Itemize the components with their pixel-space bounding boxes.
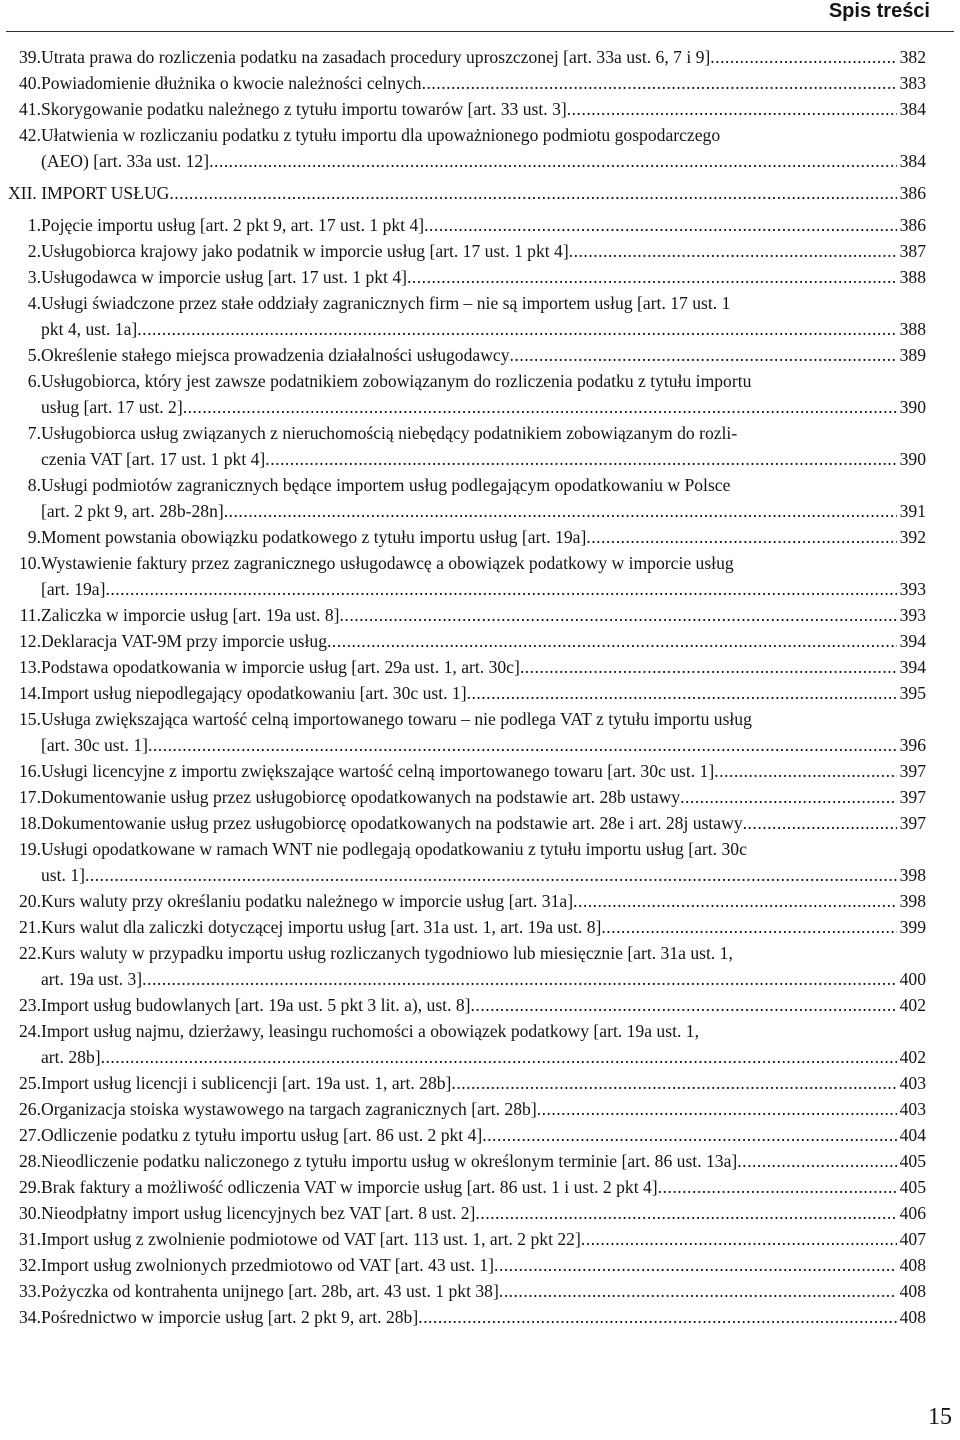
dot-leader xyxy=(327,628,897,654)
toc-entry-page: 397 xyxy=(899,787,926,807)
toc-entry-last-line xyxy=(41,1252,926,1278)
dot-leader xyxy=(407,264,897,290)
toc-entry-page: 386 xyxy=(899,215,926,235)
toc-entry-page: 402 xyxy=(899,1047,926,1067)
toc-entry-last-line xyxy=(41,238,926,264)
dot-leader xyxy=(418,1304,896,1330)
toc-entry-number: 12. xyxy=(19,631,41,651)
toc-entry-page: 406 xyxy=(899,1203,926,1223)
toc-entry-text-line: Usługi świadczone przez stałe oddziały zagranicznych firm – nie są importem usług [art. 17 ust. 1 xyxy=(41,293,731,313)
toc-entry-last-line xyxy=(41,446,926,472)
toc-entry-page: 392 xyxy=(899,527,926,547)
toc-entry-last-line xyxy=(41,888,926,914)
toc-entry xyxy=(0,914,960,940)
dot-leader xyxy=(451,1070,896,1096)
toc-entry xyxy=(0,290,960,342)
toc-entry xyxy=(0,368,960,420)
toc-entry-last-line xyxy=(41,914,926,940)
toc-entry-page: 408 xyxy=(899,1281,926,1301)
toc-entry-page: 393 xyxy=(899,605,926,625)
toc-entry-number: 30. xyxy=(19,1203,41,1223)
toc-entry-title: Dokumentowanie usług przez usługobiorcę opodatkowanych na podstawie art. 28e i art. 28j ustawy xyxy=(41,813,743,833)
toc-entry-last-line xyxy=(41,316,926,342)
toc-entry-last-line xyxy=(41,992,926,1018)
toc-entry xyxy=(0,1252,960,1278)
toc-entry-page: 388 xyxy=(899,319,926,339)
toc-entry-page: 400 xyxy=(899,969,926,989)
toc-entry-last-line xyxy=(41,810,926,836)
dot-leader xyxy=(567,96,897,122)
dot-leader xyxy=(569,238,897,264)
dot-leader xyxy=(737,1148,896,1174)
toc-entry xyxy=(0,1174,960,1200)
toc-entry-last-line xyxy=(41,1096,926,1122)
page-header xyxy=(0,0,960,34)
toc-entry-last-line xyxy=(41,1278,926,1304)
toc-entry-number: 29. xyxy=(19,1177,41,1197)
toc-entry-page: 404 xyxy=(899,1125,926,1145)
toc-entry-page: 390 xyxy=(899,449,926,469)
toc-entry-page: 408 xyxy=(899,1307,926,1327)
toc-entry-number: 10. xyxy=(19,553,41,573)
toc-entry-title: usług [art. 17 ust. 2] xyxy=(41,397,183,417)
dot-leader xyxy=(581,1226,897,1252)
toc-entry-text-line: Usługobiorca, który jest zawsze podatnikiem zobowiązanym do rozliczenia podatku z tytułu importu xyxy=(41,371,752,391)
toc-entry-title: Utrata prawa do rozliczenia podatku na zasadach procedury uproszczonej [art. 33a ust. 6, 7 i 9] xyxy=(41,47,711,67)
dot-leader xyxy=(85,862,897,888)
toc-entry-title: (AEO) [art. 33a ust. 12] xyxy=(41,151,210,171)
toc-entry-title: Pośrednictwo w imporcie usług [art. 2 pkt 9, art. 28b] xyxy=(41,1307,419,1327)
toc-entry-number: 15. xyxy=(19,709,41,729)
toc-entry-last-line xyxy=(41,758,926,784)
toc-entry-title: Określenie stałego miejsca prowadzenia działalności usługodawcy xyxy=(41,345,510,365)
toc-entry-number: 40. xyxy=(19,73,41,93)
toc-entry-text-line: Usługi opodatkowane w ramach WNT nie podlegają opodatkowaniu z tytułu importu usług [art. 30c xyxy=(41,839,747,859)
chapter-title: XII. IMPORT USŁUG xyxy=(8,183,170,203)
toc-entry xyxy=(0,654,960,680)
toc-entry-number: 9. xyxy=(27,527,41,547)
toc-entry-number: 42. xyxy=(19,125,41,145)
toc-entry-number: 5. xyxy=(27,345,41,365)
toc-entry-number: 17. xyxy=(19,787,41,807)
toc-entry-page: 383 xyxy=(899,73,926,93)
toc-entry-title: czenia VAT [art. 17 ust. 1 pkt 4] xyxy=(41,449,266,469)
toc-entry xyxy=(0,602,960,628)
toc-entry-last-line xyxy=(41,498,926,524)
toc-entry-number: 27. xyxy=(19,1125,41,1145)
dot-leader xyxy=(471,992,897,1018)
dot-leader xyxy=(601,914,896,940)
dot-leader xyxy=(467,680,897,706)
toc-entry-title: Odliczenie podatku z tytułu importu usług [art. 86 ust. 2 pkt 4] xyxy=(41,1125,483,1145)
toc-entry-text-line: Ułatwienia w rozliczaniu podatku z tytułu importu dla upoważnionego podmiotu gospodarczego xyxy=(41,125,721,145)
toc-entry-last-line xyxy=(41,1122,926,1148)
toc-entry-number: 41. xyxy=(19,99,41,119)
toc-entry-page: 402 xyxy=(899,995,926,1015)
dot-leader xyxy=(510,342,897,368)
toc-entry-title: Kurs walut dla zaliczki dotyczącej importu usług [art. 31a ust. 1, art. 19a ust. 8] xyxy=(41,917,602,937)
toc-entry-last-line xyxy=(41,524,926,550)
toc-entry xyxy=(0,212,960,238)
toc-entry-number: 31. xyxy=(19,1229,41,1249)
dot-leader xyxy=(494,1252,897,1278)
toc-entry-number: 4. xyxy=(27,293,41,313)
dot-leader xyxy=(169,180,896,206)
toc-entry-number: 32. xyxy=(19,1255,41,1275)
toc-entry-page: 384 xyxy=(899,99,926,119)
toc-entry-title: Import usług zwolnionych przedmiotowo od VAT [art. 43 ust. 1] xyxy=(41,1255,494,1275)
dot-leader xyxy=(482,1122,896,1148)
toc-entry xyxy=(0,680,960,706)
toc-entry-text-line: Wystawienie faktury przez zagranicznego usługodawcę a obowiązek podatkowy w imporcie usług xyxy=(41,553,734,573)
toc-entry-title: Pożyczka od kontrahenta unijnego [art. 28b, art. 43 ust. 1 pkt 38] xyxy=(41,1281,499,1301)
toc-entry-last-line xyxy=(41,96,926,122)
toc-entry-page: 386 xyxy=(899,183,926,203)
dot-leader xyxy=(183,394,897,420)
toc-entry-last-line xyxy=(41,1070,926,1096)
toc-entry-title: Import usług budowlanych [art. 19a ust. 5 pkt 3 lit. a), ust. 8] xyxy=(41,995,471,1015)
dot-leader xyxy=(658,1174,897,1200)
dot-leader xyxy=(424,212,897,238)
toc-entry-title: Import usług niepodlegający opodatkowaniu [art. 30c ust. 1] xyxy=(41,683,467,703)
toc-entry-title: Import usług z zwolnienie podmiotowe od VAT [art. 113 ust. 1, art. 2 pkt 22] xyxy=(41,1229,581,1249)
toc-entry-number: 18. xyxy=(19,813,41,833)
toc-entry xyxy=(0,888,960,914)
toc-entry-title: pkt 4, ust. 1a] xyxy=(41,319,138,339)
toc-entry xyxy=(0,122,960,174)
dot-leader xyxy=(710,44,896,70)
toc-entry-last-line xyxy=(41,148,926,174)
toc-entry-number: 28. xyxy=(19,1151,41,1171)
toc-entry xyxy=(0,1018,960,1070)
toc-entry-page: 390 xyxy=(899,397,926,417)
toc-entry-title: Usługodawca w imporcie usług [art. 17 ust. 1 pkt 4] xyxy=(41,267,407,287)
toc-entry-number: 22. xyxy=(19,943,41,963)
dot-leader xyxy=(101,1044,897,1070)
dot-leader xyxy=(499,1278,897,1304)
toc-entry xyxy=(0,70,960,96)
dot-leader xyxy=(142,966,896,992)
toc-entry-title: Usługi licencyjne z importu zwiększające wartość celną importowanego towaru [art. 30c ust. 1] xyxy=(41,761,715,781)
dot-leader xyxy=(340,602,897,628)
toc-entry-text-line: Usługobiorca usług związanych z nieruchomością niebędący podatnikiem zobowiązanym do rozli- xyxy=(41,423,738,443)
toc-entry xyxy=(0,1226,960,1252)
toc-entry-last-line xyxy=(8,180,926,206)
toc-entry-title: Usługobiorca krajowy jako podatnik w imporcie usług [art. 17 ust. 1 pkt 4] xyxy=(41,241,569,261)
toc-entry xyxy=(0,1278,960,1304)
toc-entry-title: Pojęcie importu usług [art. 2 pkt 9, art. 17 ust. 1 pkt 4] xyxy=(41,215,425,235)
toc-entry-number: 8. xyxy=(27,475,41,495)
toc-entry-number: 7. xyxy=(27,423,41,443)
toc-entry-number: 25. xyxy=(19,1073,41,1093)
toc-entry-page: 394 xyxy=(899,657,926,677)
toc-entry-number: 13. xyxy=(19,657,41,677)
toc-entry xyxy=(0,44,960,70)
toc-entry-page: 405 xyxy=(899,1151,926,1171)
dot-leader xyxy=(148,732,897,758)
toc-entry-page: 398 xyxy=(899,865,926,885)
toc-entry xyxy=(0,992,960,1018)
table-of-contents xyxy=(0,44,960,1330)
toc-entry-title: [art. 19a] xyxy=(41,579,106,599)
toc-entry xyxy=(0,1096,960,1122)
toc-entry-title: Deklaracja VAT-9M przy imporcie usług xyxy=(41,631,327,651)
toc-entry-last-line xyxy=(41,784,926,810)
dot-leader xyxy=(714,758,896,784)
dot-leader xyxy=(224,498,897,524)
toc-entry-title: Import usług licencji i sublicencji [art. 19a ust. 1, art. 28b] xyxy=(41,1073,452,1093)
toc-entry-last-line xyxy=(41,44,926,70)
toc-entry xyxy=(0,1200,960,1226)
toc-entry-last-line xyxy=(41,1226,926,1252)
dot-leader xyxy=(520,654,897,680)
dot-leader xyxy=(209,148,897,174)
dot-leader xyxy=(680,784,897,810)
toc-entry-title: Organizacja stoiska wystawowego na targach zagranicznych [art. 28b] xyxy=(41,1099,537,1119)
running-header-title: Spis treści xyxy=(828,0,930,22)
toc-entry xyxy=(0,940,960,992)
toc-entry-last-line xyxy=(41,1304,926,1330)
toc-entry xyxy=(0,264,960,290)
toc-entry xyxy=(0,238,960,264)
dot-leader xyxy=(137,316,896,342)
header-rule xyxy=(6,31,954,32)
toc-entry-text-line: Import usług najmu, dzierżawy, leasingu ruchomości a obowiązek podatkowy [art. 19a ust. 1, xyxy=(41,1021,699,1041)
toc-entry-last-line xyxy=(41,394,926,420)
dot-leader xyxy=(743,810,897,836)
dot-leader xyxy=(573,888,897,914)
toc-entry-title: Nieodpłatny import usług licencyjnych bez VAT [art. 8 ust. 2] xyxy=(41,1203,476,1223)
toc-entry-page: 395 xyxy=(899,683,926,703)
toc-entry-title: [art. 2 pkt 9, art. 28b-28n] xyxy=(41,501,224,521)
toc-entry-last-line xyxy=(41,1148,926,1174)
page-number: 15 xyxy=(928,1404,952,1430)
toc-entry-page: 394 xyxy=(899,631,926,651)
toc-entry-page: 403 xyxy=(899,1099,926,1119)
toc-entry-number: 11. xyxy=(19,605,41,625)
dot-leader xyxy=(265,446,896,472)
toc-entry-number: 26. xyxy=(19,1099,41,1119)
toc-entry-title: Kurs waluty przy określaniu podatku należnego w imporcie usług [art. 31a] xyxy=(41,891,574,911)
dot-leader xyxy=(537,1096,897,1122)
toc-entry xyxy=(0,758,960,784)
toc-entry-last-line xyxy=(41,342,926,368)
toc-entry xyxy=(0,96,960,122)
toc-entry-number: 34. xyxy=(19,1307,41,1327)
toc-entry-page: 382 xyxy=(899,47,926,67)
dot-leader xyxy=(475,1200,896,1226)
toc-entry-last-line xyxy=(41,602,926,628)
toc-entry-title: Powiadomienie dłużnika o kwocie należności celnych xyxy=(41,73,422,93)
toc-entry-page: 397 xyxy=(899,813,926,833)
toc-entry-title: Podstawa opodatkowania w imporcie usług [art. 29a ust. 1, art. 30c] xyxy=(41,657,520,677)
toc-entry-number: 16. xyxy=(19,761,41,781)
toc-entry-number: 39. xyxy=(19,47,41,67)
toc-entry-page: 387 xyxy=(899,241,926,261)
toc-entry-number: 33. xyxy=(19,1281,41,1301)
toc-entry-number: 14. xyxy=(19,683,41,703)
toc-entry xyxy=(0,628,960,654)
toc-entry-last-line xyxy=(41,1044,926,1070)
toc-entry-page: 398 xyxy=(899,891,926,911)
toc-entry-last-line xyxy=(41,628,926,654)
toc-entry-last-line xyxy=(41,212,926,238)
toc-entry-text-line: Kurs waluty w przypadku importu usług rozliczanych tygodniowo lub miesięcznie [art. 31a ust. 1, xyxy=(41,943,733,963)
toc-entry-number: 24. xyxy=(19,1021,41,1041)
toc-entry xyxy=(0,1148,960,1174)
toc-chapter-heading xyxy=(0,180,960,206)
toc-entry-page: 407 xyxy=(899,1229,926,1249)
toc-entry-page: 393 xyxy=(899,579,926,599)
toc-entry xyxy=(0,1070,960,1096)
toc-entry-number: 1. xyxy=(27,215,41,235)
toc-entry-title: art. 28b] xyxy=(41,1047,101,1067)
toc-entry xyxy=(0,472,960,524)
toc-entry xyxy=(0,810,960,836)
toc-entry-last-line xyxy=(41,680,926,706)
toc-entry-title: Brak faktury a możliwość odliczenia VAT w imporcie usług [art. 86 ust. 1 i ust. 2 pkt 4] xyxy=(41,1177,658,1197)
toc-entry-number: 6. xyxy=(27,371,41,391)
toc-entry-text-line: Usługi podmiotów zagranicznych będące importem usług podlegającym opodatkowaniu w Polsce xyxy=(41,475,731,495)
toc-entry-page: 384 xyxy=(899,151,926,171)
toc-entry-text-line: Usługa zwiększająca wartość celną importowanego towaru – nie podlega VAT z tytułu importu usług xyxy=(41,709,752,729)
toc-entry-last-line xyxy=(41,264,926,290)
toc-entry-title: Dokumentowanie usług przez usługobiorcę opodatkowanych na podstawie art. 28b ustawy xyxy=(41,787,681,807)
toc-entry xyxy=(0,420,960,472)
toc-entry-last-line xyxy=(41,732,926,758)
toc-entry xyxy=(0,342,960,368)
toc-entry-page: 391 xyxy=(899,501,926,521)
toc-entry-number: 3. xyxy=(27,267,41,287)
toc-entry xyxy=(0,784,960,810)
toc-entry-page: 396 xyxy=(899,735,926,755)
toc-entry-last-line xyxy=(41,654,926,680)
toc-entry-page: 389 xyxy=(899,345,926,365)
toc-entry xyxy=(0,706,960,758)
toc-entry-last-line xyxy=(41,1200,926,1226)
dot-leader xyxy=(586,524,896,550)
toc-entry-page: 399 xyxy=(899,917,926,937)
toc-entry-number: 20. xyxy=(19,891,41,911)
toc-entry xyxy=(0,550,960,602)
toc-entry-number: 23. xyxy=(19,995,41,1015)
toc-entry-last-line xyxy=(41,862,926,888)
toc-entry-title: Moment powstania obowiązku podatkowego z tytułu importu usług [art. 19a] xyxy=(41,527,587,547)
toc-entry-last-line xyxy=(41,1174,926,1200)
toc-entry-last-line xyxy=(41,70,926,96)
dot-leader xyxy=(105,576,896,602)
toc-entry-number: 21. xyxy=(19,917,41,937)
toc-entry-title: Nieodliczenie podatku naliczonego z tytułu importu usług w określonym terminie [art. 86 ust. 13a] xyxy=(41,1151,738,1171)
toc-entry-title: Zaliczka w imporcie usług [art. 19a ust. 8] xyxy=(41,605,340,625)
toc-entry-title: Skorygowanie podatku należnego z tytułu importu towarów [art. 33 ust. 3] xyxy=(41,99,567,119)
toc-entry-page: 397 xyxy=(899,761,926,781)
toc-entry-title: art. 19a ust. 3] xyxy=(41,969,143,989)
toc-entry-page: 408 xyxy=(899,1255,926,1275)
toc-entry xyxy=(0,1122,960,1148)
toc-entry xyxy=(0,1304,960,1330)
toc-entry xyxy=(0,524,960,550)
toc-entry-number: 2. xyxy=(27,241,41,261)
toc-entry-page: 405 xyxy=(899,1177,926,1197)
toc-entry-title: [art. 30c ust. 1] xyxy=(41,735,148,755)
toc-entry-number: 19. xyxy=(19,839,41,859)
dot-leader xyxy=(422,70,897,96)
toc-entry-last-line xyxy=(41,576,926,602)
toc-entry-page: 388 xyxy=(899,267,926,287)
toc-entry-title: ust. 1] xyxy=(41,865,85,885)
toc-entry xyxy=(0,836,960,888)
toc-entry-last-line xyxy=(41,966,926,992)
toc-entry-page: 403 xyxy=(899,1073,926,1093)
